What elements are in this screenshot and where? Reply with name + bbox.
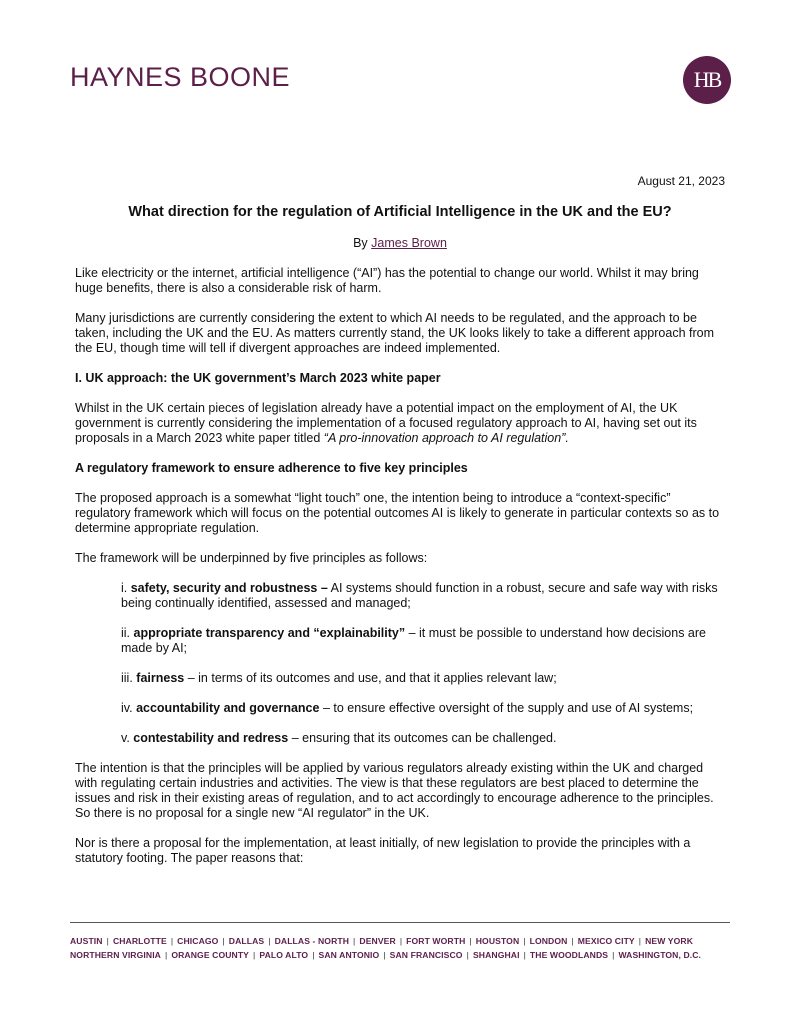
office-city: ORANGE COUNTY xyxy=(171,950,250,960)
office-separator: | xyxy=(268,936,271,946)
office-city: SAN FRANCISCO xyxy=(389,950,463,960)
office-separator: | xyxy=(638,936,642,946)
office-separator: | xyxy=(353,936,356,946)
paragraph: Many jurisdictions are currently considering the extent to which AI needs to be regulated, and the approach to be taken, including the UK and the EU. As matters currently stand, the UK looks likely to take a different approach from the EU, though time will tell if divergent approaches are indeed implemented. xyxy=(75,311,714,355)
paragraph: The proposed approach is a somewhat “light touch” one, the intention being to introduce a “context-specific” regulatory framework which will focus on the potential outcomes AI is likely to generate in particular contexts so as to determine appropriate regulation. xyxy=(75,491,720,535)
firm-logo-text: HAYNES BOONE xyxy=(70,62,291,92)
section-heading: A regulatory framework to ensure adherence to five key principles xyxy=(75,461,468,475)
article-body xyxy=(75,266,725,881)
paragraph: Nor is there a proposal for the implementation, at least initially, of new legislation to provide the principles with a statutory footing. The paper reasons that: xyxy=(75,836,691,865)
office-separator: | xyxy=(170,936,174,946)
office-separator: | xyxy=(469,936,472,946)
office-separator: | xyxy=(383,950,386,960)
office-separator: | xyxy=(523,936,526,946)
office-city: WASHINGTON, D.C. xyxy=(618,950,702,960)
white-paper-title: “A pro-innovation approach to AI regulation”. xyxy=(323,431,569,445)
office-city: SAN ANTONIO xyxy=(318,950,380,960)
office-city: SHANGHAI xyxy=(472,950,520,960)
office-city: HOUSTON xyxy=(475,936,520,946)
office-city: CHARLOTTE xyxy=(112,936,167,946)
principle-item: ii. appropriate transparency and “explainability” – it must be possible to understand how decisions are made by AI; xyxy=(121,626,707,655)
office-separator: | xyxy=(523,950,526,960)
office-line-1 xyxy=(70,934,732,948)
office-city: AUSTIN xyxy=(70,936,103,946)
office-city: DALLAS - NORTH xyxy=(274,936,350,946)
office-city: NEW YORK xyxy=(645,936,694,946)
paragraph: The framework will be underpinned by five principles as follows: xyxy=(75,551,428,565)
office-separator: | xyxy=(253,950,256,960)
section-heading: I. UK approach: the UK government’s March 2023 white paper xyxy=(75,371,441,385)
office-separator: | xyxy=(399,936,403,946)
principle-item: i. safety, security and robustness – AI systems should function in a robust, secure and safe way with risks being continually identified, assessed and managed; xyxy=(121,581,718,610)
paragraph: Like electricity or the internet, artificial intelligence (“AI”) has the potential to change our world. Whilst it may bring huge benefits, there is also a considerable risk of harm. xyxy=(75,266,699,295)
office-city: FORT WORTH xyxy=(406,936,466,946)
footer-divider xyxy=(70,922,730,923)
firm-logo-mark: HB xyxy=(683,56,731,104)
principle-item: iv. accountability and governance – to ensure effective oversight of the supply and use of AI systems; xyxy=(121,701,694,715)
office-separator: | xyxy=(612,950,615,960)
office-city: DENVER xyxy=(359,936,396,946)
office-city: CHICAGO xyxy=(177,936,219,946)
office-city: PALO ALTO xyxy=(259,950,309,960)
office-city: LONDON xyxy=(529,936,568,946)
byline xyxy=(0,236,800,250)
office-separator: | xyxy=(312,950,315,960)
office-line-2 xyxy=(70,948,732,962)
paragraph: The intention is that the principles will be applied by various regulators already existing within the UK and charged with regulating certain industries and activities. The view is that these regulators are best placed to determine the issues and risk in their existing areas of regulation, and to act accordingly to encourage adherence to the principles. So there is no proposal for a single new “AI regulator” in the UK. xyxy=(75,761,714,820)
office-separator: | xyxy=(571,936,574,946)
author-link[interactable]: James Brown xyxy=(371,236,447,250)
office-separator: | xyxy=(222,936,225,946)
principle-item: v. contestability and redress – ensuring that its outcomes can be challenged. xyxy=(121,731,557,745)
paragraph: Whilst in the UK certain pieces of legislation already have a potential impact on the employment of AI, the UK government is currently considering the implementation of a focused regulatory approach to AI, having set out its proposals in a March 2023 white paper titled “A pro-innovation approach to AI regulation”. xyxy=(75,401,697,445)
office-city: MEXICO CITY xyxy=(577,936,635,946)
office-separator: | xyxy=(466,950,469,960)
office-city: THE WOODLANDS xyxy=(529,950,609,960)
principle-item: iii. fairness – in terms of its outcomes and use, and that it applies relevant law; xyxy=(121,671,557,685)
office-separator: | xyxy=(164,950,168,960)
office-separator: | xyxy=(106,936,109,946)
byline-prefix: By xyxy=(353,236,368,250)
document-date: August 21, 2023 xyxy=(637,174,725,188)
office-city: DALLAS xyxy=(228,936,265,946)
office-city: NORTHERN VIRGINIA xyxy=(70,950,161,960)
office-locations xyxy=(70,934,732,962)
document-title: What direction for the regulation of Artificial Intelligence in the UK and the EU? xyxy=(128,204,672,220)
